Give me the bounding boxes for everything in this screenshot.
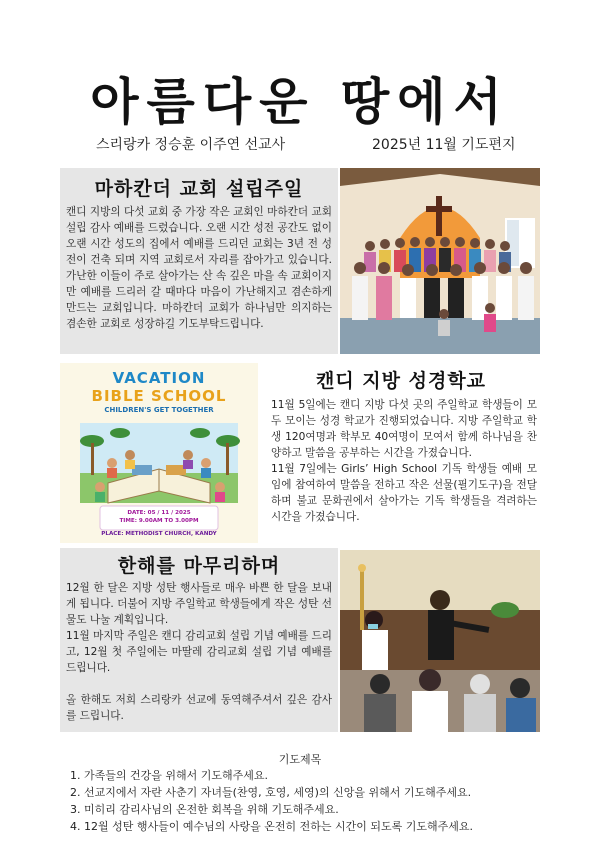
missionary-names: 스리랑카 정승훈 이주연 선교사 xyxy=(96,137,286,153)
letter-date: 2025년 11월 기도편지 xyxy=(372,137,516,153)
section2-paragraph-1: 11월 5일에는 캔디 지방 다섯 곳의 주일학교 학생들이 모두 모이는 성경 학교가 진행되었습니다. 지방 주일학교 학생 120여명과 학부모 40여명이 모여서 함께 하나님을 찬양하고 말씀을 공부하는 시간을 가졌습니다. xyxy=(271,399,537,459)
newsletter-title: 아름다운 땅에서 xyxy=(90,73,510,131)
section2-body xyxy=(271,397,537,525)
worship-service-photo xyxy=(340,550,540,732)
vbs-subtitle: CHILDREN'S GET TOGETHER xyxy=(104,406,214,414)
prayer-item: 3. 미히리 감리사님의 온전한 회복을 위해 기도해주세요. xyxy=(70,803,339,816)
vbs-place: PLACE: METHODIST CHURCH, KANDY xyxy=(101,531,217,537)
section2-paragraph-2: 11월 7일에는 Girls’ High School 기독 학생들 예배 모임에 참여하여 말씀을 전하고 작은 선물(필기도구)을 전달하며 불교 문화권에서 살아가는 기독 학생들을 격려하는 시간을 가졌습니다. xyxy=(271,463,537,523)
vbs-date: DATE: 05 / 11 / 2025 xyxy=(127,510,191,516)
prayer-item: 1. 가족들의 건강을 위해서 기도해주세요. xyxy=(70,769,268,782)
vbs-time: TIME: 9.00AM TO 3.00PM xyxy=(119,518,199,524)
section3-heading: 한해를 마무리하며 xyxy=(117,555,281,577)
prayer-requests-title: 기도제목 xyxy=(278,753,322,766)
section3-paragraph-3: 올 한해도 저희 스리랑카 선교에 동역해주셔서 깊은 감사를 드립니다. xyxy=(66,694,332,722)
section1-paragraph: 캔디 지방의 다섯 교회 중 가장 작은 교회인 마하칸더 교회 설립 감사 예배를 드렸습니다. 오랜 시간 성전 공간도 없이 오랜 시간 성도의 집에서 예배를 드리던 교회는 3년 전 성전이 건축 되며 지역 교회로서 자리를 잡아가고 있습니다. 가난한 이들이 주로 살아가는 산 속 깊은 마을 속 교회이지만 예배를 드리러 갈 때마다 마음이 가난해지고 겸손하게 만드는 교회입니다. 마하칸더 교회가 하나님만 의지하는 겸손한 교회로 성장하길 기도부탁드립니다. xyxy=(66,206,332,330)
section1-heading: 마하칸더 교회 설립주일 xyxy=(94,178,304,200)
prayer-item: 4. 12월 성탄 행사들이 예수님의 사랑을 온전히 전하는 시간이 되도록 기도해주세요. xyxy=(70,820,473,833)
church-group-photo xyxy=(340,168,540,354)
section1-body xyxy=(66,204,332,332)
section3-paragraph-1: 12월 한 달은 지방 성탄 행사들로 매우 바쁜 한 달을 보내게 됩니다. 더불어 지방 주일학교 학생들에게 작은 성탄 선물도 나눌 계획입니다. xyxy=(66,582,332,626)
vbs-poster xyxy=(60,363,258,543)
prayer-item: 2. 선교지에서 자란 사춘기 자녀들(찬영, 호영, 세영)의 신앙을 위해서 기도해주세요. xyxy=(70,786,472,799)
prayer-requests-list xyxy=(70,767,473,835)
section2-heading: 캔디 지방 성경학교 xyxy=(315,370,487,392)
section3-paragraph-2: 11월 마지막 주일은 캔디 감리교회 설립 기념 예배를 드리고, 12월 첫 주일에는 마딸레 감리교회 설립 기념 예배를 드립니다. xyxy=(66,630,332,674)
vbs-title-vacation: VACATION xyxy=(112,369,206,387)
vbs-title-bible-school: BIBLE SCHOOL xyxy=(91,387,227,405)
section3-body xyxy=(66,580,332,724)
